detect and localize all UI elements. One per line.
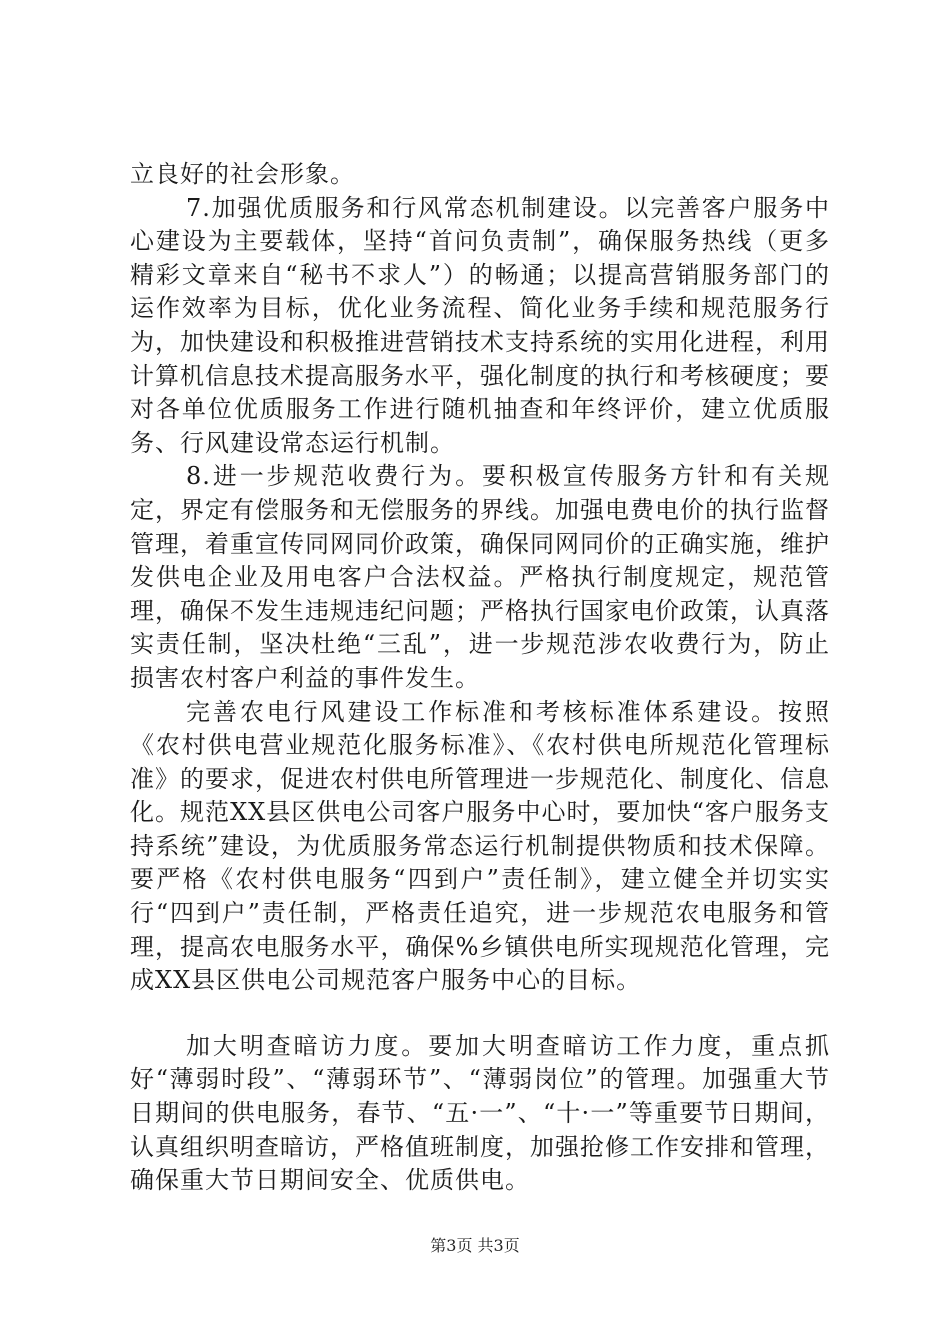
document-body xyxy=(130,158,830,1198)
paragraph-item-7: 7.加强优质服务和行风常态机制建设。以完善客户服务中心建设为主要载体，坚持“首问负责制”，确保服务热线（更多精彩文章来自“秘书不求人”）的畅通；以提高营销服务部门的运作效率为目标，优化业务流程、简化业务手续和规范服务行为，加快建设和积极推进营销技术支持系统的实用化进程，利用计算机信息技术提高服务水平，强化制度的执行和考核硬度；要对各单位优质服务工作进行随机抽查和年终评价，建立优质服务、行风建设常态运行机制。 xyxy=(130,193,830,457)
paragraph-inspection: 加大明查暗访力度。要加大明查暗访工作力度，重点抓好“薄弱时段”、“薄弱环节”、“薄弱岗位”的管理。加强重大节日期间的供电服务，春节、“五·一”、“十·一”等重要节日期间，认真组织明查暗访，严格值班制度，加强抢修工作安排和管理，确保重大节日期间安全、优质供电。 xyxy=(130,1031,830,1195)
paragraph-continuation: 立良好的社会形象。 xyxy=(130,160,355,188)
paragraph-standards: 完善农电行风建设工作标准和考核标准体系建设。按照《农村供电营业规范化服务标准》、《农村供电所规范化管理标准》的要求，促进农村供电所管理进一步规范化、制度化、信息化。规范XX县区供电公司客户服务中心时，要加快“客户服务支持系统”建设，为优质服务常态运行机制提供物质和技术保障。要严格《农村供电服务“四到户”责任制》，建立健全并切实实行“四到户”责任制，严格责任追究，进一步规范农电服务和管理，提高农电服务水平，确保%乡镇供电所实现规范化管理，完成XX县区供电公司规范客户服务中心的目标。 xyxy=(130,697,830,995)
paragraph-item-8: 8.进一步规范收费行为。要积极宣传服务方针和有关规定，界定有偿服务和无偿服务的界线。加强电费电价的执行监督管理，着重宣传同网同价政策，确保同网同价的正确实施，维护发供电企业及用电客户合法权益。严格执行制度规定，规范管理，确保不发生违规违纪问题；严格执行国家电价政策，认真落实责任制，坚决杜绝“三乱”，进一步规范涉农收费行为，防止损害农村客户利益的事件发生。 xyxy=(130,462,830,692)
page-number-footer: 第3页 共3页 xyxy=(430,1236,520,1255)
